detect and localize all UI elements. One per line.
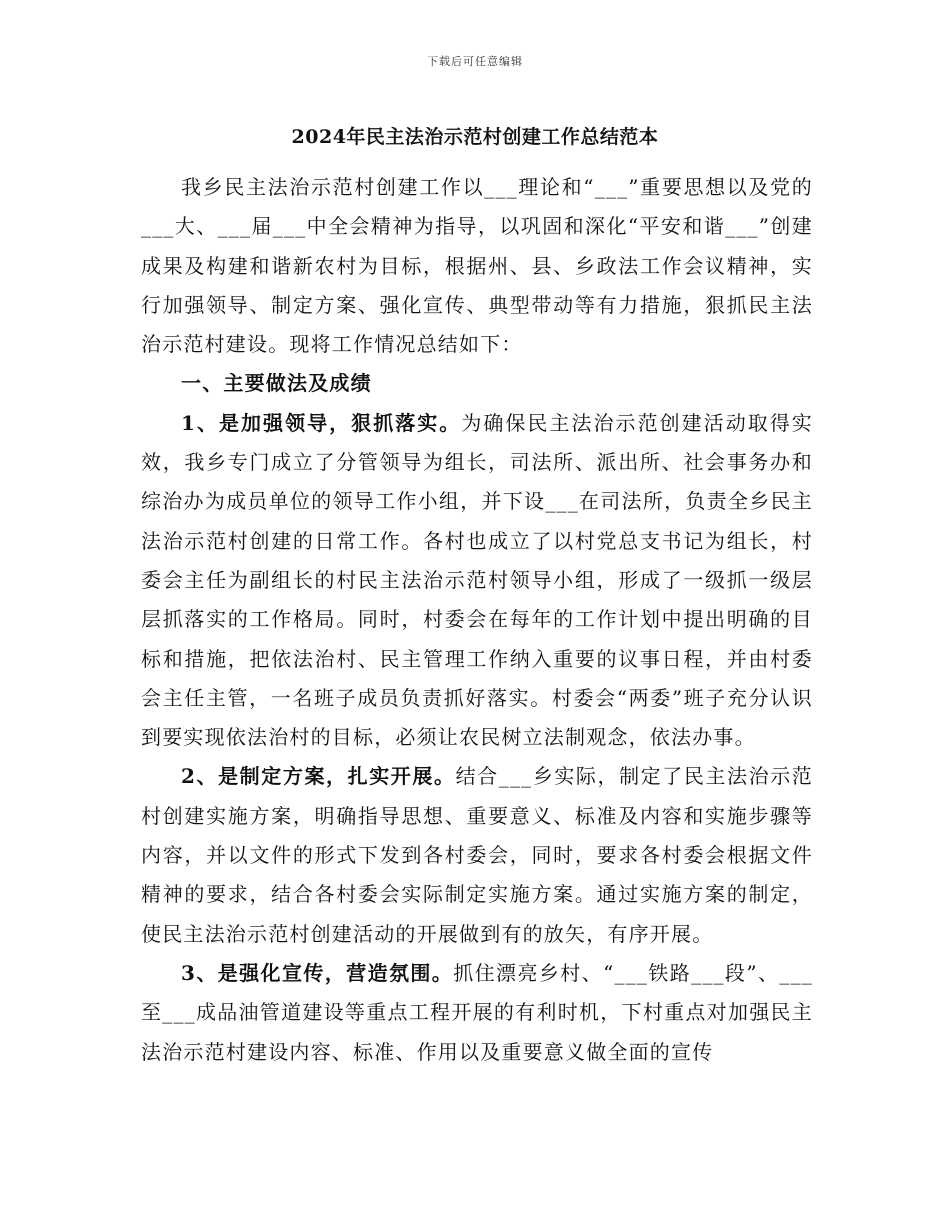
item-lead: 1、是加强领导，狠抓落实。 xyxy=(181,410,462,435)
item-paragraph-2 xyxy=(141,757,813,953)
item-lead: 2、是制定方案，扎实开展。 xyxy=(181,764,456,789)
item-text: 为确保民主法治示范创建活动取得实效，我乡专门成立了分管领导为组长，司法所、派出所、社会事务办和综治办为成员单位的领导工作小组，并下设___在司法所，负责全乡民主法治示范村创建的日常工作。各村也成立了以村党总支书记为组长，村委会主任为副组长的村民主法治示范村领导小组，形成了一级抓一级层层抓落实的工作格局。同时，村委会在每年的工作计划中提出明确的目标和措施，把依法治村、民主管理工作纳入重要的议事日程，并由村委会主任主管，一名班子成员负责抓好落实。村委会“两委”班子充分认识到要实现依法治村的目标，必须让农民树立法制观念，依法办事。 xyxy=(141,410,813,750)
item-paragraph-3 xyxy=(141,954,813,1072)
document-title: 2024年民主法治示范村创建工作总结范本 xyxy=(291,126,659,148)
item-text: 结合___乡实际，制定了民主法治示范村创建实施方案，明确指导思想、重要意义、标准及内容和实施步骤等内容，并以文件的形式下发到各村委会，同时，要求各村委会根据文件精神的要求，结合各村委会实际制定实施方案。通过实施方案的制定，使民主法治示范村创建活动的开展做到有的放矢，有序开展。 xyxy=(141,764,813,946)
item-lead: 3、是强化宣传，营造氛围。 xyxy=(181,960,454,985)
item-text: 抓住漂亮乡村、“___铁路___段”、___至___成品油管道建设等重点工程开展的有利时机，下村重点对加强民主法治示范村建设内容、标准、作用以及重要意义做全面的宣传 xyxy=(141,960,813,1064)
item-paragraph-1 xyxy=(141,404,813,758)
intro-paragraph: 我乡民主法治示范村创建工作以___理论和“___”重要思想以及党的___大、___届___中全会精神为指导，以巩固和深化“平安和谐___”创建成果及构建和谐新农村为目标，根据州、县、乡政法工作会议精神，实行加强领导、制定方案、强化宣传、典型带动等有力措施，狠抓民主法治示范村建设。现将工作情况总结如下： xyxy=(141,175,813,357)
document-body xyxy=(141,168,813,1072)
section-heading: 一、主要做法及成绩 xyxy=(181,371,372,396)
page-header-note: 下载后可任意编辑 xyxy=(427,55,523,68)
